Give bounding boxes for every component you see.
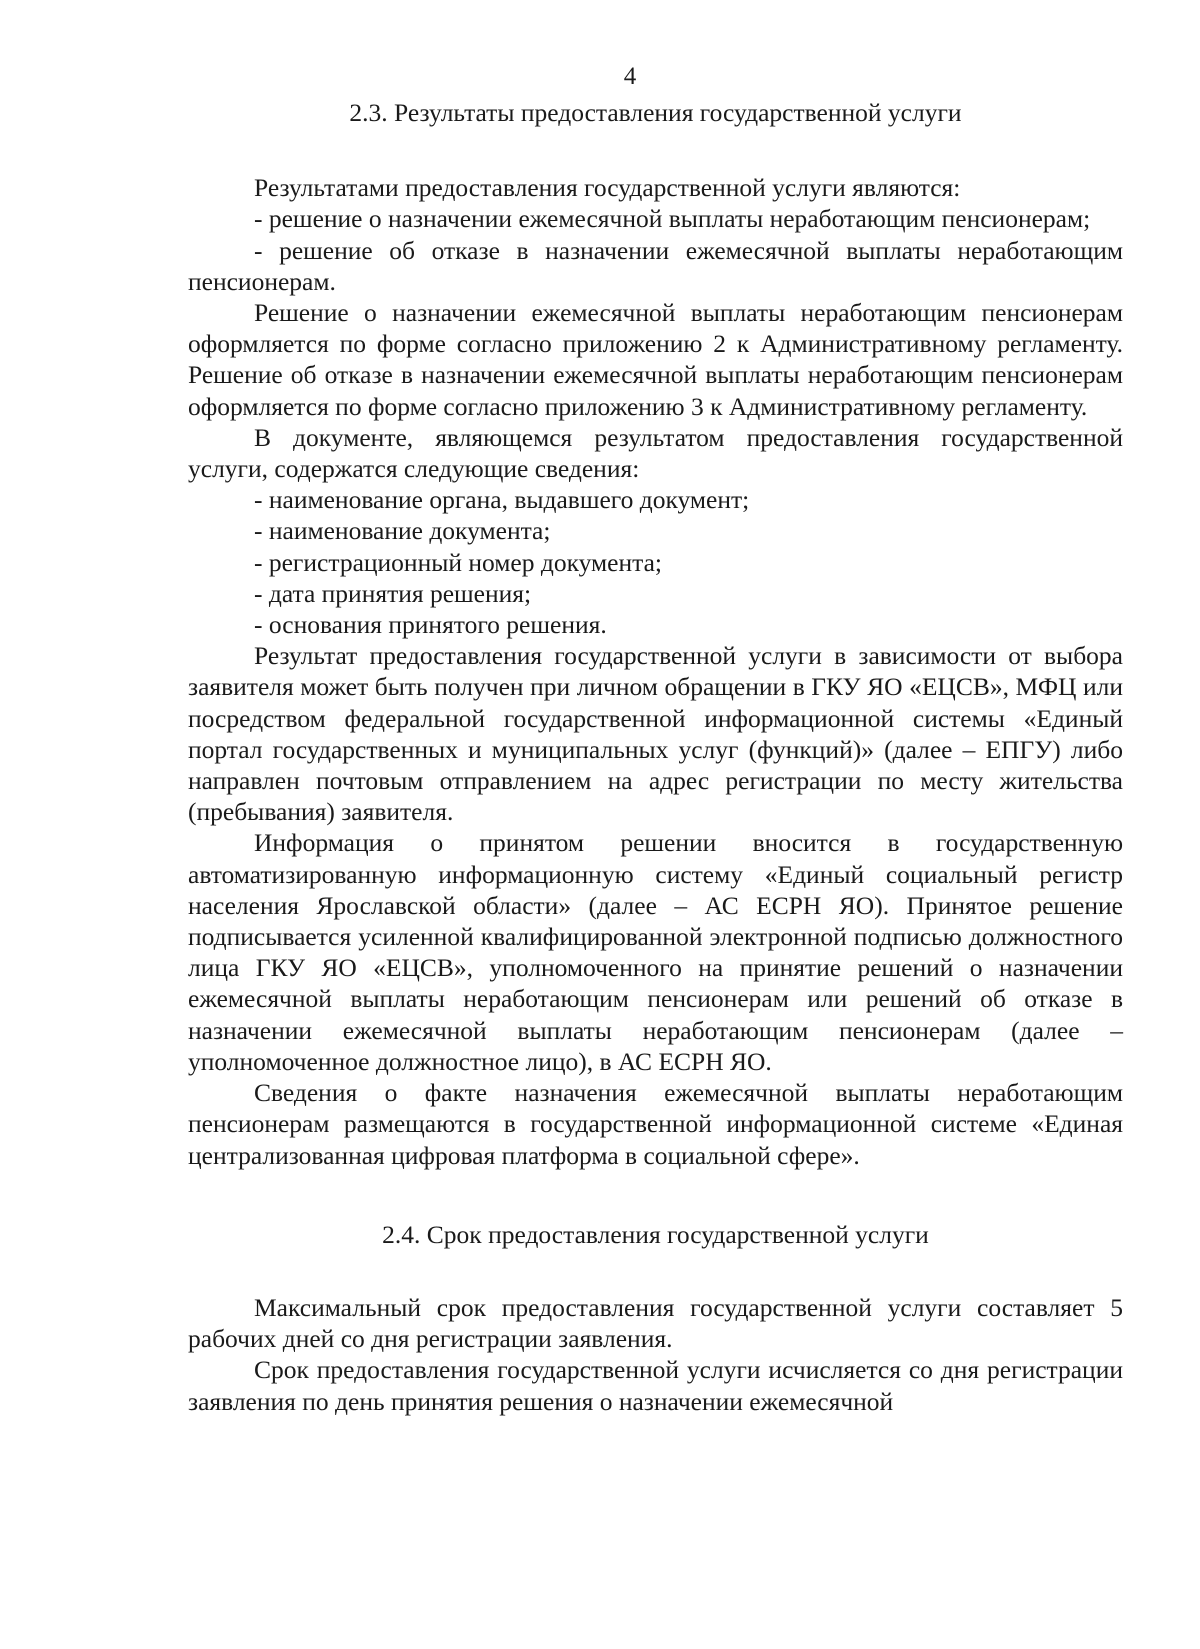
max-term-paragraph: Максимальный срок предоставления государственной услуги составляет 5 рабочих дней со дня регистрации заявления.: [188, 1292, 1123, 1354]
result-item: - решение о назначении ежемесячной выплаты неработающим пенсионерам;: [254, 204, 1091, 234]
document-item: - наименование органа, выдавшего документ;: [254, 485, 750, 515]
document-item: - регистрационный номер документа;: [254, 547, 662, 577]
document-body: [188, 97, 1123, 1417]
platform-paragraph: Сведения о факте назначения ежемесячной выплаты неработающим пенсионерам размещаются в государственной информационной системе «Единая централизованная цифровая платформа в социальной сфере».: [188, 1078, 1123, 1170]
esrn-paragraph: Информация о принятом решении вносится в государственную автоматизированную информационную систему «Единый социальный регистр населения Ярославской области» (далее – АС ЕСРН ЯО). Принятое решение подписывается усиленной квалифицированной электронной подписью должностного лица ГКУ ЯО «ЕЦСВ», уполномоченного на принятие решений о назначении ежемесячной выплаты неработающим пенсионерам или решений об отказе в назначении ежемесячной выплаты неработающим пенсионерам (далее – уполномоченное должностное лицо), в АС ЕСРН ЯО.: [188, 828, 1123, 1076]
section-2-3-heading: 2.3. Результаты предоставления государственной услуги: [349, 98, 962, 127]
forms-paragraph: Решение о назначении ежемесячной выплаты неработающим пенсионерам оформляется по форме согласно приложению 2 к Административному регламенту. Решение об отказе в назначении ежемесячной выплаты неработающим пенсионерам оформляется по форме согласно приложению 3 к Административному регламенту.: [188, 298, 1123, 421]
document-item: - основания принятого решения.: [254, 610, 607, 640]
result-item: - решение об отказе в назначении ежемесячной выплаты неработающим пенсионерам.: [188, 235, 1123, 296]
results-intro-paragraph: Результатами предоставления государственной услуги являются:: [254, 173, 961, 203]
page-number: 4: [623, 63, 637, 90]
document-intro-paragraph: В документе, являющемся результатом предоставления государственной услуги, содержатся следующие сведения:: [188, 422, 1123, 484]
term-calculation-paragraph: Срок предоставления государственной услуги исчисляется со дня регистрации заявления по день принятия решения о назначении ежемесячной: [188, 1355, 1123, 1416]
document-item: - дата принятия решения;: [254, 578, 532, 608]
section-2-4-heading: 2.4. Срок предоставления государственной услуги: [382, 1219, 929, 1249]
receipt-paragraph: Результат предоставления государственной услуги в зависимости от выбора заявителя может быть получен при личном обращении в ГКУ ЯО «ЕЦСВ», МФЦ или посредством федеральной государственной информационной системы «Единый портал государственных и муниципальных услуг (функций)» (далее – ЕПГУ) либо направлен почтовым отправлением на адрес регистрации по месту жительства (пребывания) заявителя.: [188, 641, 1123, 827]
document-item: - наименование документа;: [254, 516, 551, 546]
